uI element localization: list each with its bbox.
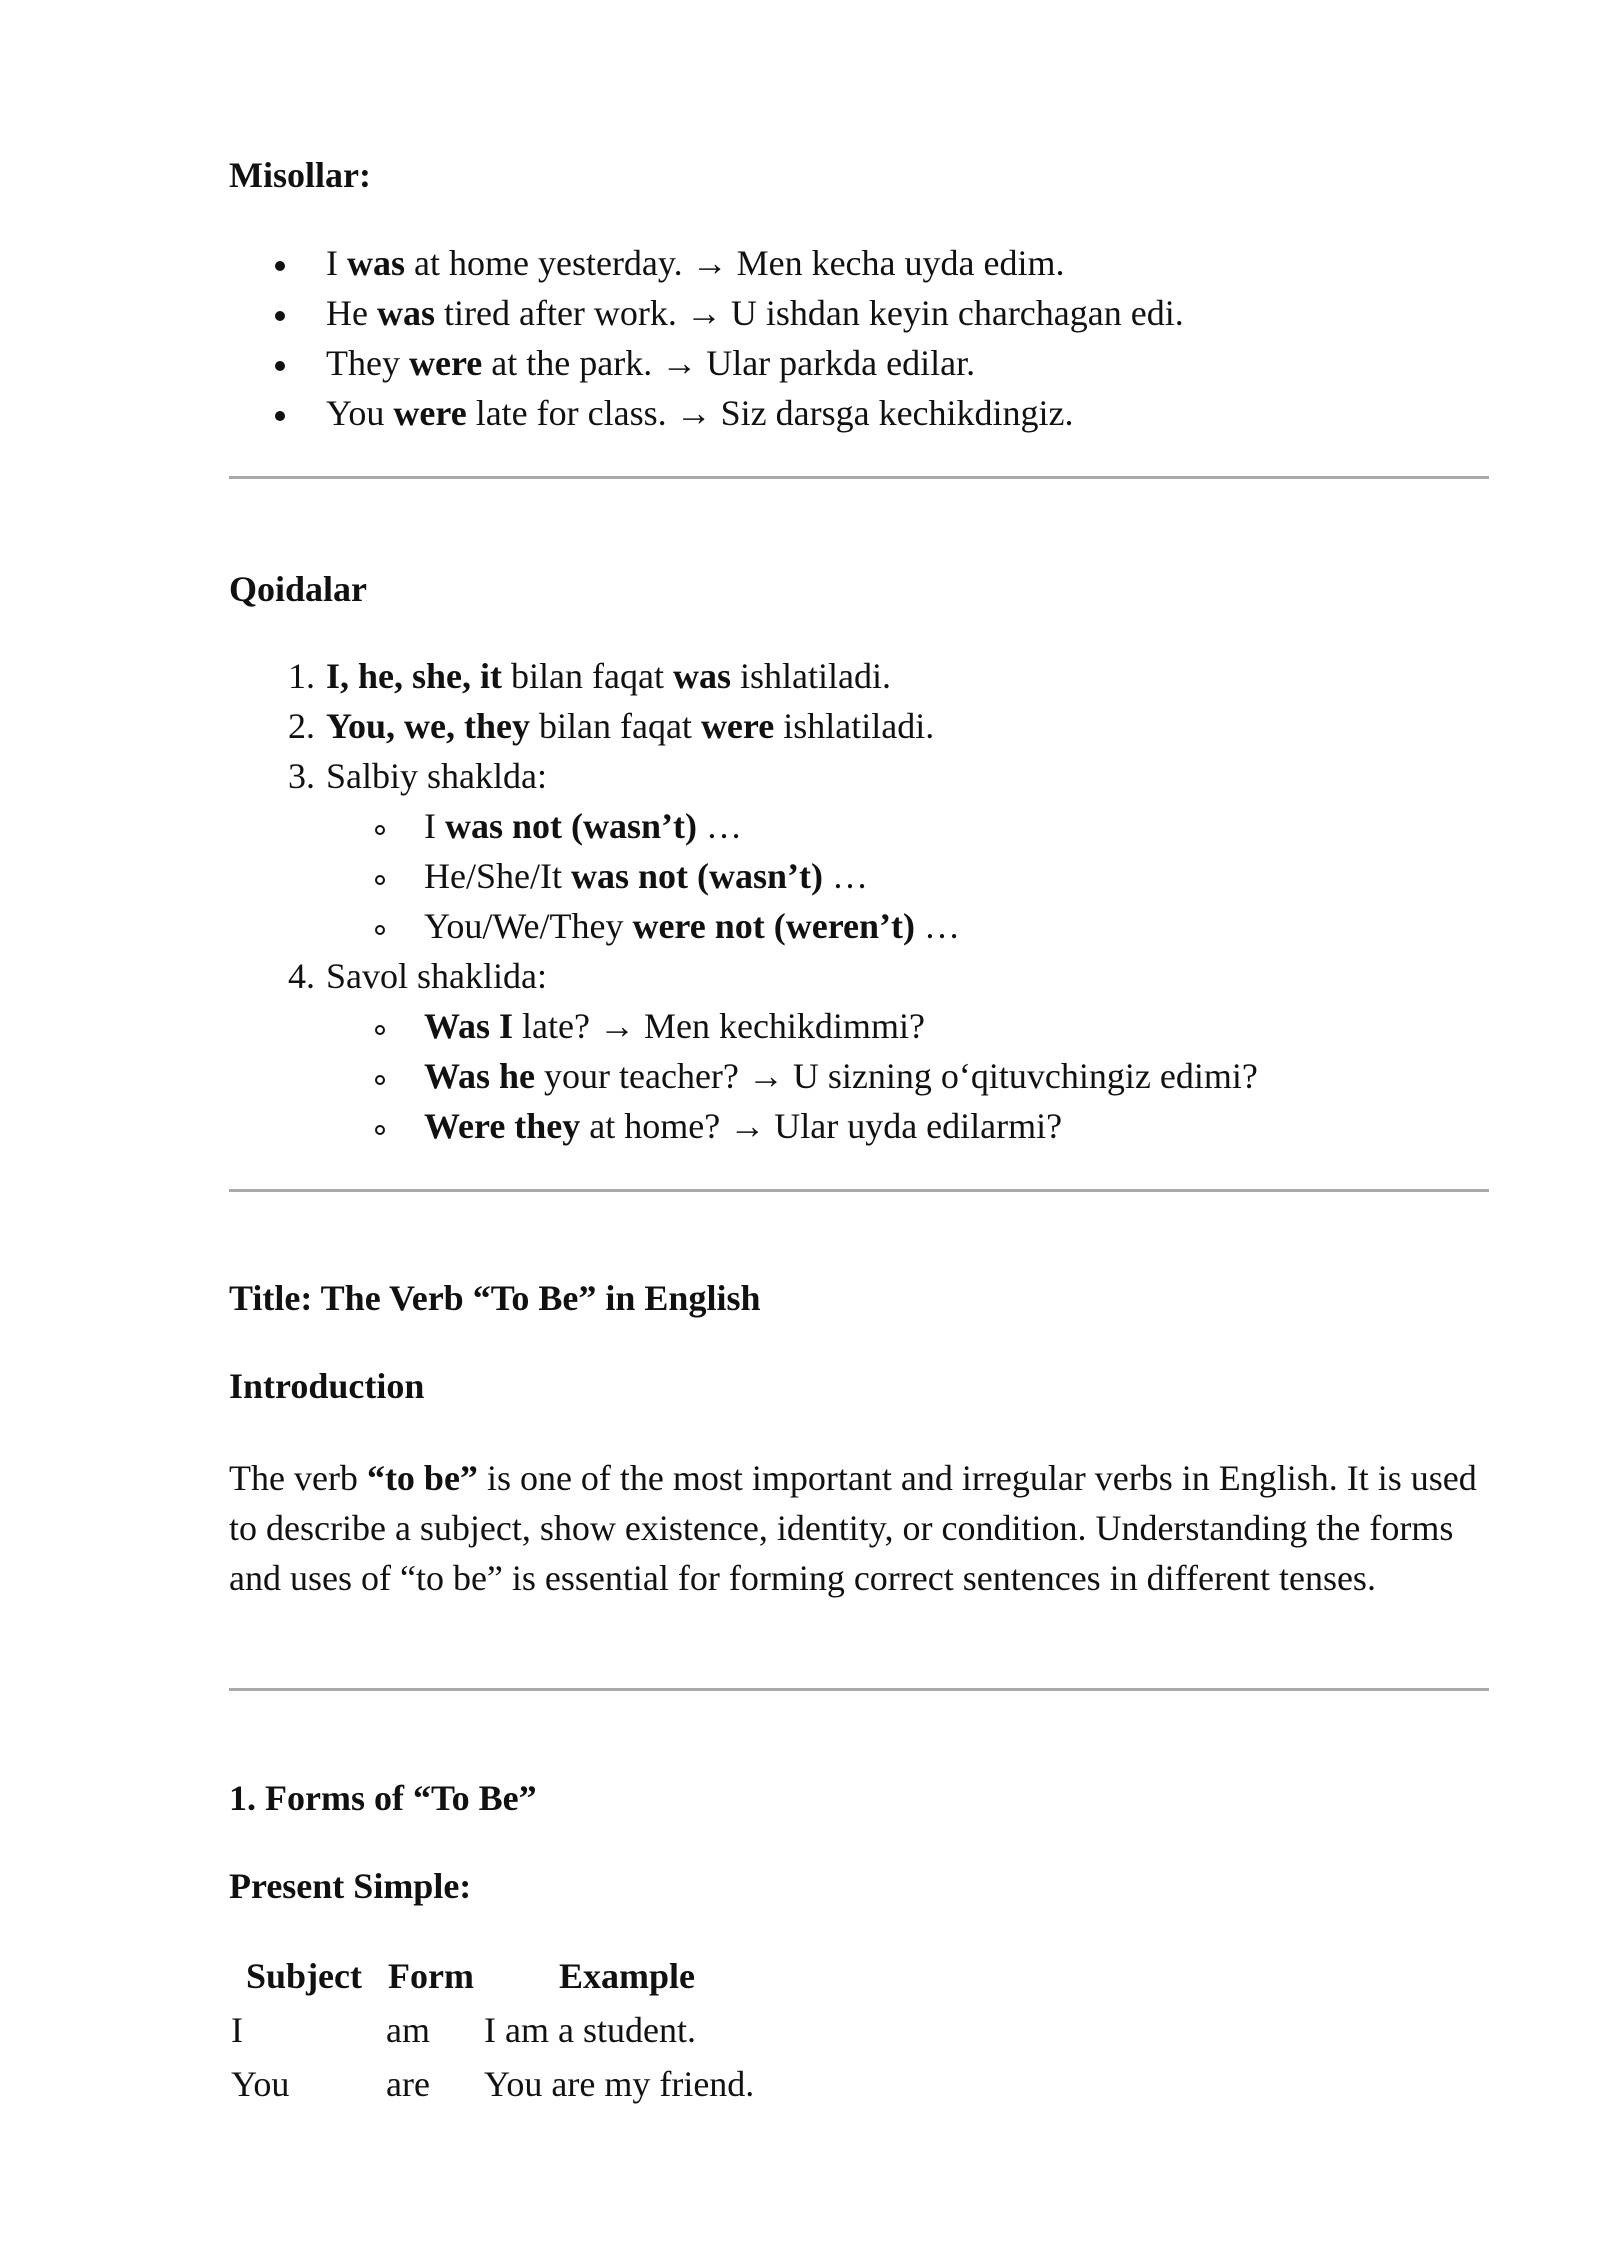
item-text: You bbox=[326, 393, 394, 433]
item-bold: was not (wasn’t) bbox=[570, 856, 823, 896]
bullet-icon bbox=[275, 361, 285, 371]
rule-text: bilan faqat bbox=[530, 706, 701, 746]
rule-text: ishlatiladi. bbox=[730, 656, 891, 696]
item-text: He bbox=[326, 293, 377, 333]
item-text: … bbox=[822, 856, 868, 896]
heading-qoidalar: Qoidalar bbox=[229, 569, 368, 609]
document-title: Title: The Verb “To Be” in English bbox=[229, 1278, 761, 1318]
circle-bullet-icon bbox=[375, 875, 385, 885]
circle-bullet-icon bbox=[375, 1075, 385, 1085]
bullet-icon bbox=[275, 261, 285, 271]
rule-number: 2. bbox=[288, 706, 315, 746]
table-cell: I am a student. bbox=[484, 2010, 696, 2050]
rule-bold: You, we, they bbox=[326, 706, 530, 746]
rule-text: Salbiy shaklda: bbox=[326, 756, 547, 796]
bullet-icon bbox=[275, 411, 285, 421]
item-text: late? → Men kechikdimmi? bbox=[513, 1006, 925, 1046]
rule-number: 3. bbox=[288, 756, 315, 796]
rule-text: bilan faqat bbox=[502, 656, 673, 696]
divider bbox=[229, 1189, 1489, 1192]
item-bold: was bbox=[376, 293, 435, 333]
rule-bold: was bbox=[672, 656, 731, 696]
item-text: I bbox=[424, 806, 445, 846]
intro-text: The verb bbox=[229, 1458, 367, 1498]
table-header: Subject bbox=[246, 1956, 362, 1996]
circle-bullet-icon bbox=[375, 825, 385, 835]
item-bold: were bbox=[393, 393, 467, 433]
item-text: He/She/It bbox=[424, 856, 571, 896]
item-text: tired after work. → U ishdan keyin charchagan edi. bbox=[435, 293, 1184, 333]
divider bbox=[229, 1688, 1489, 1691]
circle-bullet-icon bbox=[375, 925, 385, 935]
table-cell: are bbox=[386, 2064, 430, 2104]
item-text: You/We/They bbox=[424, 906, 633, 946]
rule-bold: were bbox=[700, 706, 775, 746]
item-bold: Were they bbox=[424, 1106, 581, 1146]
rule-bold: I, he, she, it bbox=[326, 656, 503, 696]
intro-text: is one of the most important and irregular verbs in English. It is used to describe a subject, show existence, identity, or condition. Understanding the forms and uses of “to be” is essential for forming correct sentences in different tenses. bbox=[229, 1458, 1477, 1598]
rule-text: Savol shaklida: bbox=[326, 956, 547, 996]
intro-paragraph bbox=[229, 1453, 1499, 1603]
bullet-icon bbox=[275, 311, 285, 321]
item-text: at home yesterday. → Men kecha uyda edim. bbox=[405, 243, 1065, 283]
item-bold: was bbox=[347, 243, 406, 283]
heading-present-simple: Present Simple: bbox=[229, 1866, 472, 1906]
item-text: … bbox=[915, 906, 961, 946]
table-cell: am bbox=[386, 2010, 430, 2050]
item-text: late for class. → Siz darsga kechikdingiz. bbox=[466, 393, 1074, 433]
item-text: They bbox=[326, 343, 409, 383]
table-cell: You are my friend. bbox=[484, 2064, 755, 2104]
heading-forms: 1. Forms of “To Be” bbox=[229, 1778, 537, 1818]
table-header: Form bbox=[388, 1956, 474, 1996]
rule-number: 1. bbox=[288, 656, 315, 696]
item-text: I bbox=[326, 243, 347, 283]
heading-introduction: Introduction bbox=[229, 1366, 425, 1406]
item-bold: were not (weren’t) bbox=[632, 906, 916, 946]
heading-misollar: Misollar: bbox=[229, 155, 371, 195]
item-bold: was not (wasn’t) bbox=[445, 806, 697, 846]
item-text: at home? → Ular uyda edilarmi? bbox=[580, 1106, 1063, 1146]
item-text: at the park. → Ular parkda edilar. bbox=[482, 343, 976, 383]
rule-text: ishlatiladi. bbox=[774, 706, 935, 746]
table-cell: I bbox=[231, 2010, 243, 2050]
item-bold: Was I bbox=[424, 1006, 514, 1046]
item-text: your teacher? → U sizning o‘qituvchingiz edimi? bbox=[535, 1056, 1258, 1096]
intro-bold: “to be” bbox=[366, 1458, 478, 1498]
circle-bullet-icon bbox=[375, 1125, 385, 1135]
divider bbox=[229, 476, 1489, 479]
table-cell: You bbox=[231, 2064, 290, 2104]
circle-bullet-icon bbox=[375, 1025, 385, 1035]
rule-number: 4. bbox=[288, 956, 315, 996]
table-header: Example bbox=[559, 1956, 696, 1996]
item-text: … bbox=[697, 806, 742, 846]
item-bold: were bbox=[408, 343, 483, 383]
item-bold: Was he bbox=[424, 1056, 536, 1096]
